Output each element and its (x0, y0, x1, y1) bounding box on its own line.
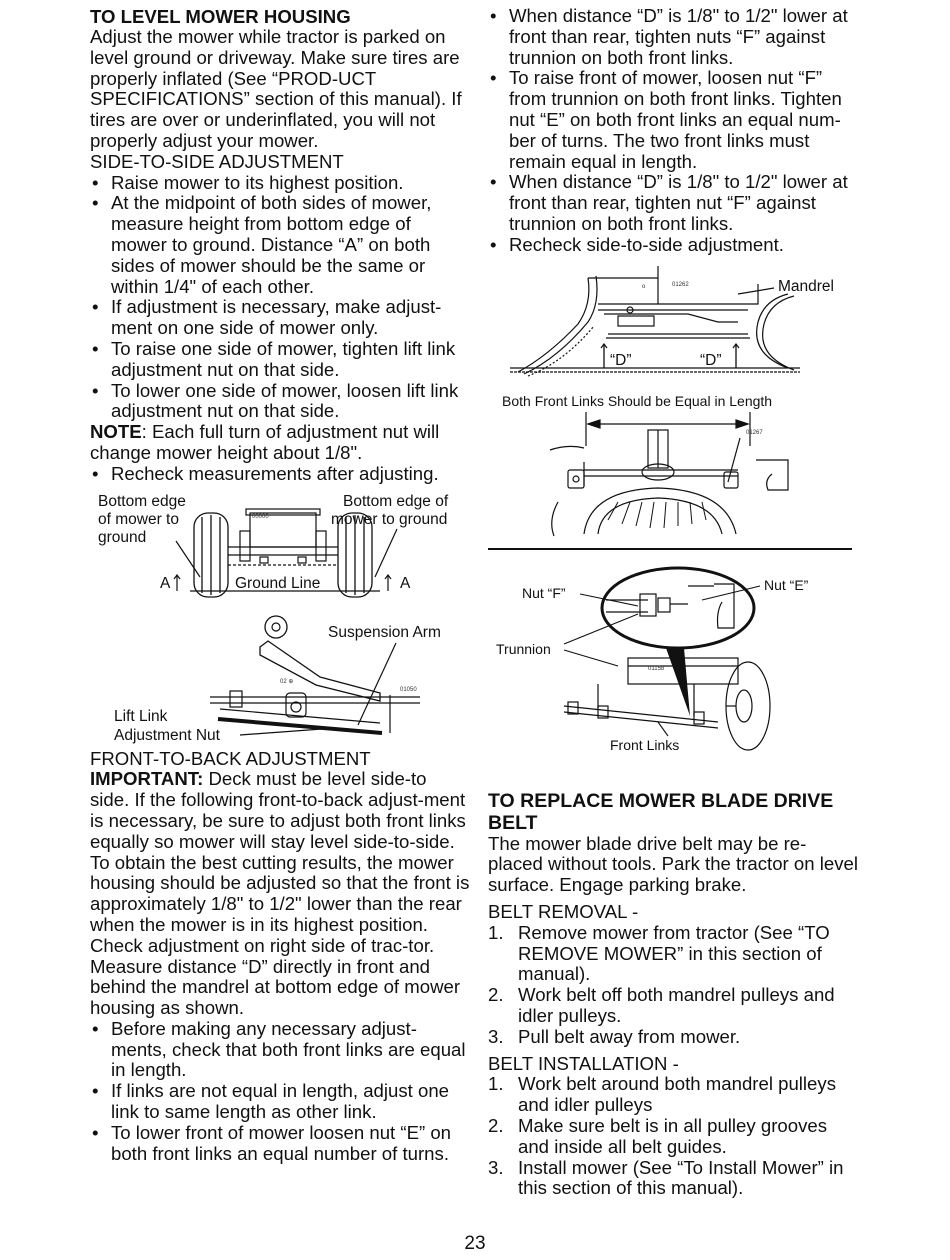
a-left-label: A (160, 574, 171, 592)
front-links-equal-figure (488, 390, 858, 546)
svg-text:01267: 01267 (746, 429, 763, 436)
list-item: • If links are not equal in length, adjust one link to same length as other link. (90, 1081, 470, 1123)
step-number: 2. (488, 1114, 504, 1136)
heading-replace-belt (488, 790, 858, 834)
list-item: • To raise front of mower, loosen nut “F” from trunnion on both front links. Tighten nut “E” on both front links an equal num-ber of turns. The two front links must remain equal in length. (488, 68, 858, 172)
step-text: Remove mower from tractor (See “TO REMOVE MOWER” in this section of manual). (518, 921, 830, 985)
a-right-label: A (400, 574, 411, 592)
list-item: • When distance “D” is 1/8" to 1/2" lower at front than rear, tighten nut “F” against trunnion on both front links. (488, 172, 858, 234)
step-number: 3. (488, 1156, 504, 1178)
ground-line-label: Ground Line (235, 574, 321, 592)
side-to-side-list (90, 173, 470, 423)
step-text: Work belt around both mandrel pulleys and idler pulleys (518, 1073, 836, 1116)
fig1-label-left-1: Bottom edge (98, 492, 186, 510)
list-item: • Raise mower to its highest position. (90, 173, 470, 194)
left-column (90, 6, 470, 1164)
front-links-label: Front Links (610, 736, 680, 753)
obtain-paragraph: To obtain the best cutting results, the mower housing should be adjusted so that the front is approximately 1/8" to 1/2" lower than the rear when the mower is in its highest position. (90, 851, 470, 935)
fig1-label-right-2: mower to ground (331, 510, 448, 528)
adjustment-list-continued (488, 6, 858, 256)
nut-e-label: Nut “E” (764, 576, 809, 593)
list-item: • To raise one side of mower, tighten lift link adjustment nut on that side. (90, 339, 470, 381)
fig1-label-left-3: ground (98, 528, 147, 546)
heading-replace-belt-line1: TO REPLACE MOWER BLADE DRIVE (488, 789, 834, 812)
step-number: 2. (488, 984, 504, 1006)
step-text: Install mower (See “To Install Mower” in this section of this manual). (518, 1156, 844, 1199)
list-item: • To lower front of mower loosen nut “E” on both front links an equal number of turns. (90, 1123, 470, 1165)
step-number: 1. (488, 1073, 504, 1095)
side-to-side-heading: SIDE-TO-SIDE ADJUSTMENT (90, 150, 344, 172)
note-label: NOTE (90, 421, 142, 443)
nut-f-label: Nut “F” (522, 584, 566, 601)
lift-link-label-2: Adjustment Nut (114, 726, 220, 744)
page-number: 23 (464, 1233, 486, 1254)
front-to-back-heading: FRONT-TO-BACK ADJUSTMENT (90, 747, 371, 769)
step-text: Pull belt away from mower. (518, 1025, 741, 1047)
lift-link-label-1: Lift Link (114, 707, 168, 725)
list-item: • Recheck side-to-side adjustment. (488, 235, 858, 256)
heading-level-mower-housing: TO LEVEL MOWER HOUSING (90, 6, 351, 27)
list-item: • At the midpoint of both sides of mower, measure height from bottom edge of mower to ground. Distance “A” on both sides of mower should be the same or within 1/4" of each other. (90, 193, 470, 297)
mandrel-figure (488, 264, 858, 382)
list-item (488, 1116, 858, 1158)
suspension-arm-label: Suspension Arm (328, 623, 441, 641)
svg-text:00000: 00000 (252, 513, 269, 520)
wheel-left (194, 513, 228, 597)
important-text: Deck must be level side-to side. If the following front-to-back adjust-ment is necessary, be sure to adjust both front links equally so mower will stay level side-to-side. (90, 768, 466, 852)
front-to-back-list (90, 1019, 470, 1165)
list-item (488, 985, 858, 1027)
list-item (488, 923, 858, 985)
d-right-label: “D” (700, 351, 722, 369)
step-text: Make sure belt is in all pulley grooves and inside all belt guides. (518, 1114, 828, 1157)
list-item (488, 1074, 858, 1116)
note-list (90, 464, 470, 485)
svg-text:01158: 01158 (648, 665, 665, 672)
list-item: • When distance “D” is 1/8" to 1/2" lower at front than rear, tighten nuts “F” against trunnion on both front links. (488, 6, 858, 68)
svg-text:o: o (642, 283, 646, 290)
mandrel-label: Mandrel (778, 277, 834, 295)
trunnion-label: Trunnion (496, 640, 551, 657)
fig1-label-left-2: of mower to (98, 510, 179, 528)
divider (488, 548, 852, 550)
belt-removal-heading: BELT REMOVAL - (488, 900, 639, 922)
svg-text:01262: 01262 (672, 281, 689, 288)
side-measurement-figure (90, 491, 470, 603)
note-text: : Each full turn of adjustment nut will change mower height about 1/8". (90, 421, 440, 463)
important-paragraph (90, 769, 470, 852)
list-item (488, 1158, 858, 1200)
belt-installation-steps (488, 1074, 858, 1199)
belt-intro-paragraph: The mower blade drive belt may be re-placed without tools. Park the tractor on level surface. Engage parking brake. (488, 832, 859, 896)
list-item: • Recheck measurements after adjusting. (90, 464, 470, 485)
nut-detail-figure (488, 556, 858, 756)
fig1-label-right-1: Bottom edge of (343, 492, 449, 510)
step-text: Work belt off both mandrel pulleys and idler pulleys. (518, 984, 835, 1026)
list-item: • If adjustment is necessary, make adjust-ment on one side of mower only. (90, 297, 470, 339)
right-column (488, 6, 858, 1199)
list-item: • To lower one side of mower, loosen lift link adjustment nut on that side. (90, 381, 470, 423)
front-links-caption: Both Front Links Should be Equal in Length (502, 392, 773, 409)
list-item: • Before making any necessary adjust-ments, check that both front links are equal in length. (90, 1019, 470, 1081)
step-number: 3. (488, 1025, 504, 1047)
step-number: 1. (488, 921, 504, 943)
belt-removal-steps (488, 923, 858, 1048)
heading-replace-belt-line2: BELT (488, 811, 538, 834)
d-left-label: “D” (610, 351, 632, 369)
svg-text:01050: 01050 (400, 686, 417, 693)
note-paragraph (90, 422, 470, 464)
important-label: IMPORTANT: (90, 768, 204, 790)
intro-paragraph: Adjust the mower while tractor is parked on level ground or driveway. Make sure tires are properly inflated (See “PROD-UCT SPECIFICATIONS” section of this manual). If tires are over or underinflated, you will not properly adjust your mower. (90, 26, 462, 151)
belt-installation-heading: BELT INSTALLATION - (488, 1052, 679, 1074)
list-item (488, 1027, 858, 1048)
suspension-arm-figure (90, 607, 470, 747)
check-paragraph: Check adjustment on right side of trac-tor. Measure distance “D” directly in front and behind the mandrel at bottom edge of mower housing as shown. (90, 934, 461, 1019)
svg-text:02 ⊕: 02 ⊕ (280, 678, 294, 685)
